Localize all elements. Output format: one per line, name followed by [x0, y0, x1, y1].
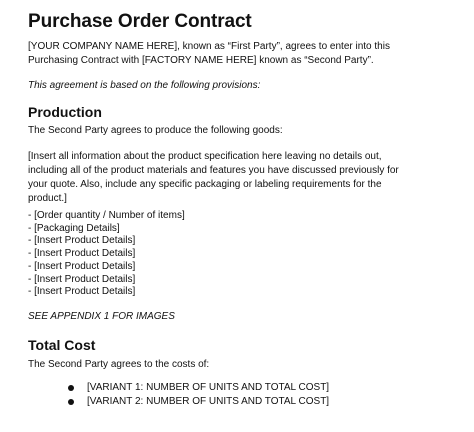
bullet-icon	[68, 399, 74, 405]
instructions-line: including all of the product materials and features you have discussed previously for	[28, 165, 399, 176]
list-item	[68, 395, 329, 409]
total-cost-heading: Total Cost	[28, 337, 96, 353]
production-items-list	[28, 210, 185, 299]
production-heading: Production	[28, 104, 102, 120]
list-item: - [Insert Product Details]	[28, 248, 136, 260]
total-cost-lead: The Second Party agrees to the costs of:	[28, 359, 210, 370]
appendix-note: SEE APPENDIX 1 FOR IMAGES	[28, 311, 175, 322]
list-item: - [Insert Product Details]	[28, 286, 136, 298]
list-item: - [Insert Product Details]	[28, 260, 136, 272]
instructions-line: your quote. Also, include any specific packaging or labeling requirements for the	[28, 179, 382, 190]
list-item: - [Insert Product Details]	[28, 273, 136, 285]
variant-text: [VARIANT 2: NUMBER OF UNITS AND TOTAL COST]	[87, 396, 330, 407]
instructions-line: product.]	[28, 193, 67, 204]
instructions-line: [Insert all information about the product specification here leaving no details out,	[28, 151, 382, 162]
product-instructions	[28, 150, 399, 206]
bullet-icon	[68, 385, 74, 391]
provisions-note: This agreement is based on the following provisions:	[28, 80, 261, 91]
intro-paragraph	[28, 40, 390, 68]
document-title: Purchase Order Contract	[28, 11, 252, 32]
list-item	[68, 381, 329, 395]
variant-text: [VARIANT 1: NUMBER OF UNITS AND TOTAL COST]	[87, 382, 330, 393]
list-item: - [Packaging Details]	[28, 222, 120, 234]
list-item: - [Insert Product Details]	[28, 235, 136, 247]
list-item: - [Order quantity / Number of items]	[28, 210, 185, 221]
intro-line: [YOUR COMPANY NAME HERE], known as “First Party”, agrees to enter into this	[28, 41, 390, 52]
production-lead: The Second Party agrees to produce the following goods:	[28, 125, 283, 136]
variant-list	[68, 381, 329, 409]
intro-line: Purchasing Contract with [FACTORY NAME HERE] known as “Second Party”.	[28, 55, 374, 66]
